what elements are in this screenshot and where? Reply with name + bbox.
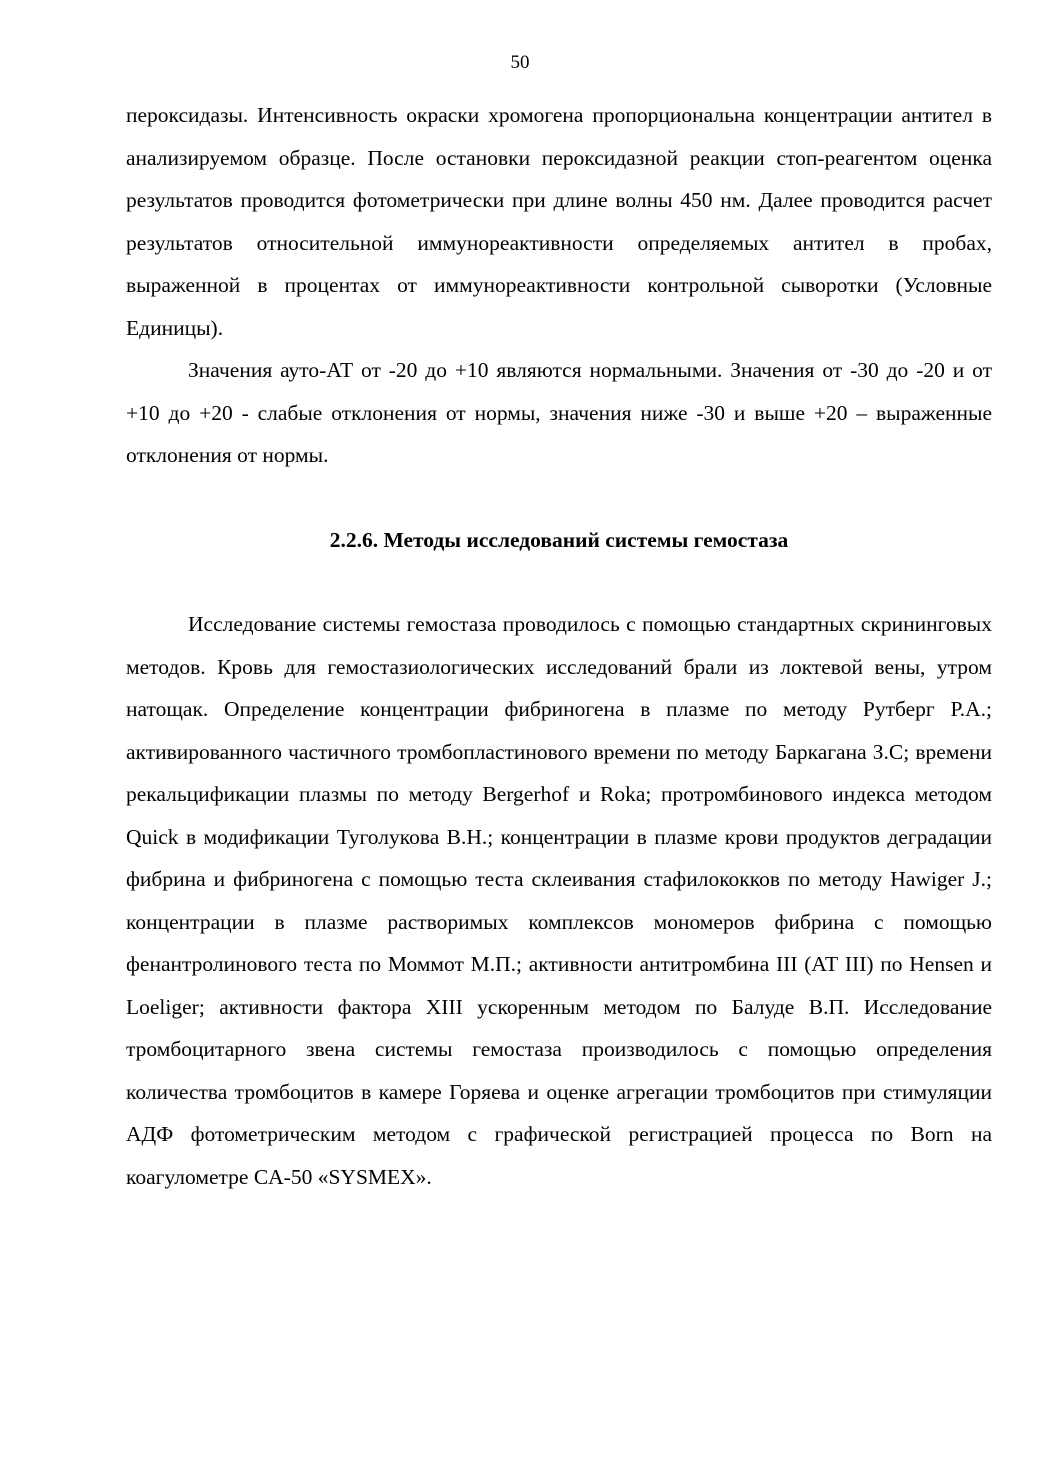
spacer (126, 477, 992, 519)
paragraph-peroxidase: пероксидазы. Интенсивность окраски хромогена пропорциональна концентрации антител в анализируемом образце. После остановки пероксидазной реакции стоп-реагентом оценка результатов проводится фотометрически при длине волны 450 нм. Далее проводится расчет результатов относительной иммунореактивности определяемых антител в пробах, выраженной в процентах от иммунореактивности контрольной сыворотки (Условные Единицы). (126, 103, 992, 340)
spacer (126, 561, 992, 603)
document-body (126, 94, 992, 1198)
page-number: 50 (510, 52, 530, 73)
paragraph-hemostasis-methods: Исследование системы гемостаза проводилось с помощью стандартных скрининговых методов. Кровь для гемостазиологических исследований брали из локтевой вены, утром натощак. Определение концентрации фибриногена в плазме по методу Рутберг Р.А.; активированного частичного тромбопластинового времени по методу Баркагана З.С; времени рекальцификации плазмы по методу Bergerhof и Roka; протромбинового индекса методом Quick в модификации Туголукова В.Н.; концентрации в плазме крови продуктов деградации фибрина и фибриногена с помощью теста склеивания стафилококков по методу Hawiger J.; концентрации в плазме растворимых комплексов мономеров фибрина с помощью фенантролинового теста по Моммот М.П.; активности антитромбина III (АТ III) по Hensen и Loeliger; активности фактора XIII ускоренным методом по Балуде В.П. Исследование тромбоцитарного звена системы гемостаза производилось с помощью определения количества тромбоцитов в камере Горяева и оценке агрегации тромбоцитов при стимуляции АДФ фотометрическим методом с графической регистрацией процесса по Born на коагулометре CA-50 «SYSMEX». (126, 612, 992, 1189)
paragraph-auto-at-values: Значения ауто-АТ от -20 до +10 являются нормальными. Значения от -30 до -20 и от +10 до +20 - слабые отклонения от нормы, значения ниже -30 и выше +20 – выраженные отклонения от нормы. (126, 358, 992, 467)
section-heading: 2.2.6. Методы исследований системы гемостаза (329, 527, 789, 552)
